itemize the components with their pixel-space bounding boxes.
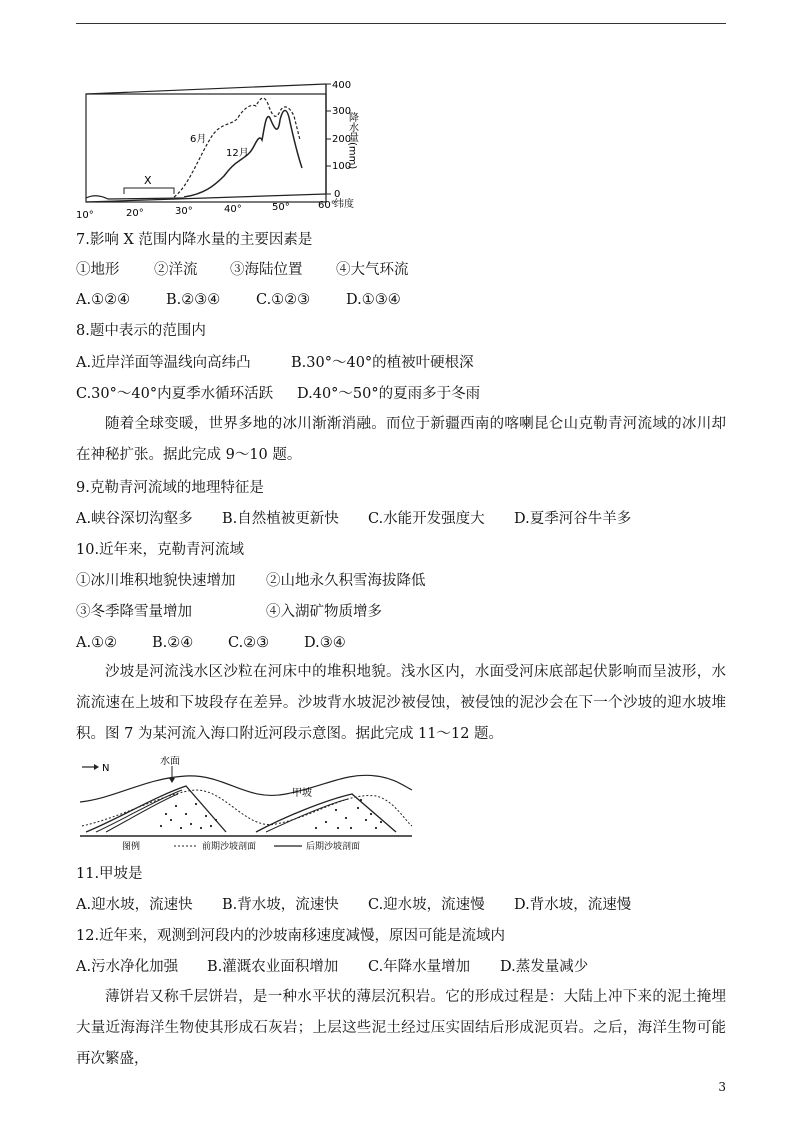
passage-pancake-rock: 薄饼岩又称千层饼岩，是一种水平状的薄层沉积岩。它的形成过程是：大陆上冲下来的泥土掩埋大量近海海洋生物使其形成石灰岩；上层这些泥土经过压实固结后形成泥页岩。之后，海洋生物可能再次繁盛， xyxy=(76,989,726,1067)
q7-options xyxy=(76,290,401,310)
header-rule xyxy=(76,23,726,24)
q11-option-d[interactable]: D.背水坡，流速慢 xyxy=(514,897,632,913)
y-tick: 0 xyxy=(334,189,341,200)
q9-stem: 9.克勒青河流域的地理特征是 xyxy=(76,480,264,496)
q10-options xyxy=(76,633,346,653)
q10-item: ③冬季降雪量增加 xyxy=(76,604,192,620)
q8-options-row2 xyxy=(76,384,480,404)
q10-item: ④入湖矿物质增多 xyxy=(266,604,382,620)
q8-option-a[interactable]: A.近岸洋面等温线向高纬凸 xyxy=(76,355,251,371)
q7-item: ④大气环流 xyxy=(336,262,409,278)
x-axis-label: 纬度 xyxy=(334,199,354,210)
north-label: N xyxy=(102,763,110,774)
slope-jia-label: 甲坡 xyxy=(292,788,312,799)
q8-option-c[interactable]: C.30°～40°内夏季水循环活跃 xyxy=(76,386,274,402)
q11-stem: 11.甲坡是 xyxy=(76,866,143,882)
q10-stem: 10.近年来，克勒青河流域 xyxy=(76,542,245,558)
q12-stem: 12.近年来，观测到河段内的沙坡南移速度减慢，原因可能是流域内 xyxy=(76,928,506,944)
q9-option-d[interactable]: D.夏季河谷牛羊多 xyxy=(514,511,632,527)
q7-item: ②洋流 xyxy=(154,262,198,278)
q12-option-b[interactable]: B.灌溉农业面积增加 xyxy=(207,959,339,975)
q8-options-row1 xyxy=(76,353,474,373)
q11-options xyxy=(76,895,631,915)
q10-option-c[interactable]: C.②③ xyxy=(228,635,270,651)
x-tick: 40° xyxy=(224,204,242,215)
q12-options xyxy=(76,957,588,977)
x-tick: 50° xyxy=(272,202,290,213)
x-tick: 20° xyxy=(126,208,144,219)
x-tick: 30° xyxy=(175,206,193,217)
legend-earlier: 前期沙坡剖面 xyxy=(202,842,257,852)
q7-option-c[interactable]: C.①②③ xyxy=(256,292,311,308)
q9-option-a[interactable]: A.峡谷深切沟壑多 xyxy=(76,511,193,527)
y-tick: 100 xyxy=(332,161,352,172)
q10-items-row1 xyxy=(76,571,426,591)
q12-option-c[interactable]: C.年降水量增加 xyxy=(368,959,471,975)
earlier-profile-line xyxy=(82,790,412,826)
legend-title: 图例 xyxy=(122,842,141,852)
x-axis xyxy=(86,194,326,202)
x-tick: 10° xyxy=(76,210,94,221)
passage-sand-slope: 沙坡是河流浅水区沙粒在河床中的堆积地貌。浅水区内，水面受河床底部起伏影响而呈波形，水流流速在上坡和下坡段存在差异。沙坡背水坡泥沙被侵蚀，被侵蚀的泥沙会在下一个沙坡的迎水坡堆积。图 7 为某河流入海口附近河段示意图。据此完成 11～12 题。 xyxy=(76,664,726,742)
q10-item: ①冰川堆积地貌快速增加 xyxy=(76,573,236,589)
june-label: 6月 xyxy=(190,134,207,145)
q7-option-b[interactable]: B.②③④ xyxy=(166,292,221,308)
q7-item: ①地形 xyxy=(76,262,120,278)
q9-options xyxy=(76,509,631,529)
y-tick: 300 xyxy=(332,106,352,117)
q11-option-b[interactable]: B.背水坡，流速快 xyxy=(222,897,339,913)
q11-option-a[interactable]: A.迎水坡，流速快 xyxy=(76,897,193,913)
q7-item: ③海陆位置 xyxy=(230,262,303,278)
q10-option-a[interactable]: A.①② xyxy=(76,635,118,651)
q12-option-d[interactable]: D.蒸发量减少 xyxy=(500,959,589,975)
q10-item: ②山地永久积雪海拔降低 xyxy=(266,573,426,589)
q9-option-b[interactable]: B.自然植被更新快 xyxy=(222,511,339,527)
q10-option-b[interactable]: B.②④ xyxy=(152,635,194,651)
december-label: 12月 xyxy=(226,148,249,159)
q7-stem: 7.影响 X 范围内降水量的主要因素是 xyxy=(76,232,313,248)
q7-option-d[interactable]: D.①③④ xyxy=(346,292,401,308)
y-axis-label: 降水量(mm) xyxy=(346,112,358,170)
water-surface-line xyxy=(80,775,412,802)
q8-option-b[interactable]: B.30°～40°的植被叶硬根深 xyxy=(291,355,474,371)
q11-option-c[interactable]: C.迎水坡，流速慢 xyxy=(368,897,485,913)
q7-items xyxy=(76,260,409,280)
y-tick: 200 xyxy=(332,134,352,145)
q12-option-a[interactable]: A.污水净化加强 xyxy=(76,959,179,975)
q9-option-c[interactable]: C.水能开发强度大 xyxy=(368,511,485,527)
q8-stem: 8.题中表示的范围内 xyxy=(76,323,206,339)
x-tick: 60° xyxy=(318,200,336,211)
x-range-label: X xyxy=(144,174,152,187)
q7-option-a[interactable]: A.①②④ xyxy=(76,292,131,308)
page-number: 3 xyxy=(718,1080,726,1094)
q10-option-d[interactable]: D.③④ xyxy=(304,635,346,651)
legend-later: 后期沙坡剖面 xyxy=(306,842,361,852)
sand-slope-figure xyxy=(76,756,416,856)
passage-glacier: 随着全球变暖，世界多地的冰川渐渐消融。而位于新疆西南的喀喇昆仑山克勒青河流域的冰川却在神秘扩张。据此完成 9～10 题。 xyxy=(76,416,726,463)
y-tick: 400 xyxy=(332,80,352,91)
q10-items-row2 xyxy=(76,602,382,622)
precipitation-figure xyxy=(74,76,364,224)
water-surface-label: 水面 xyxy=(160,756,180,767)
q8-option-d[interactable]: D.40°～50°的夏雨多于冬雨 xyxy=(297,386,481,402)
